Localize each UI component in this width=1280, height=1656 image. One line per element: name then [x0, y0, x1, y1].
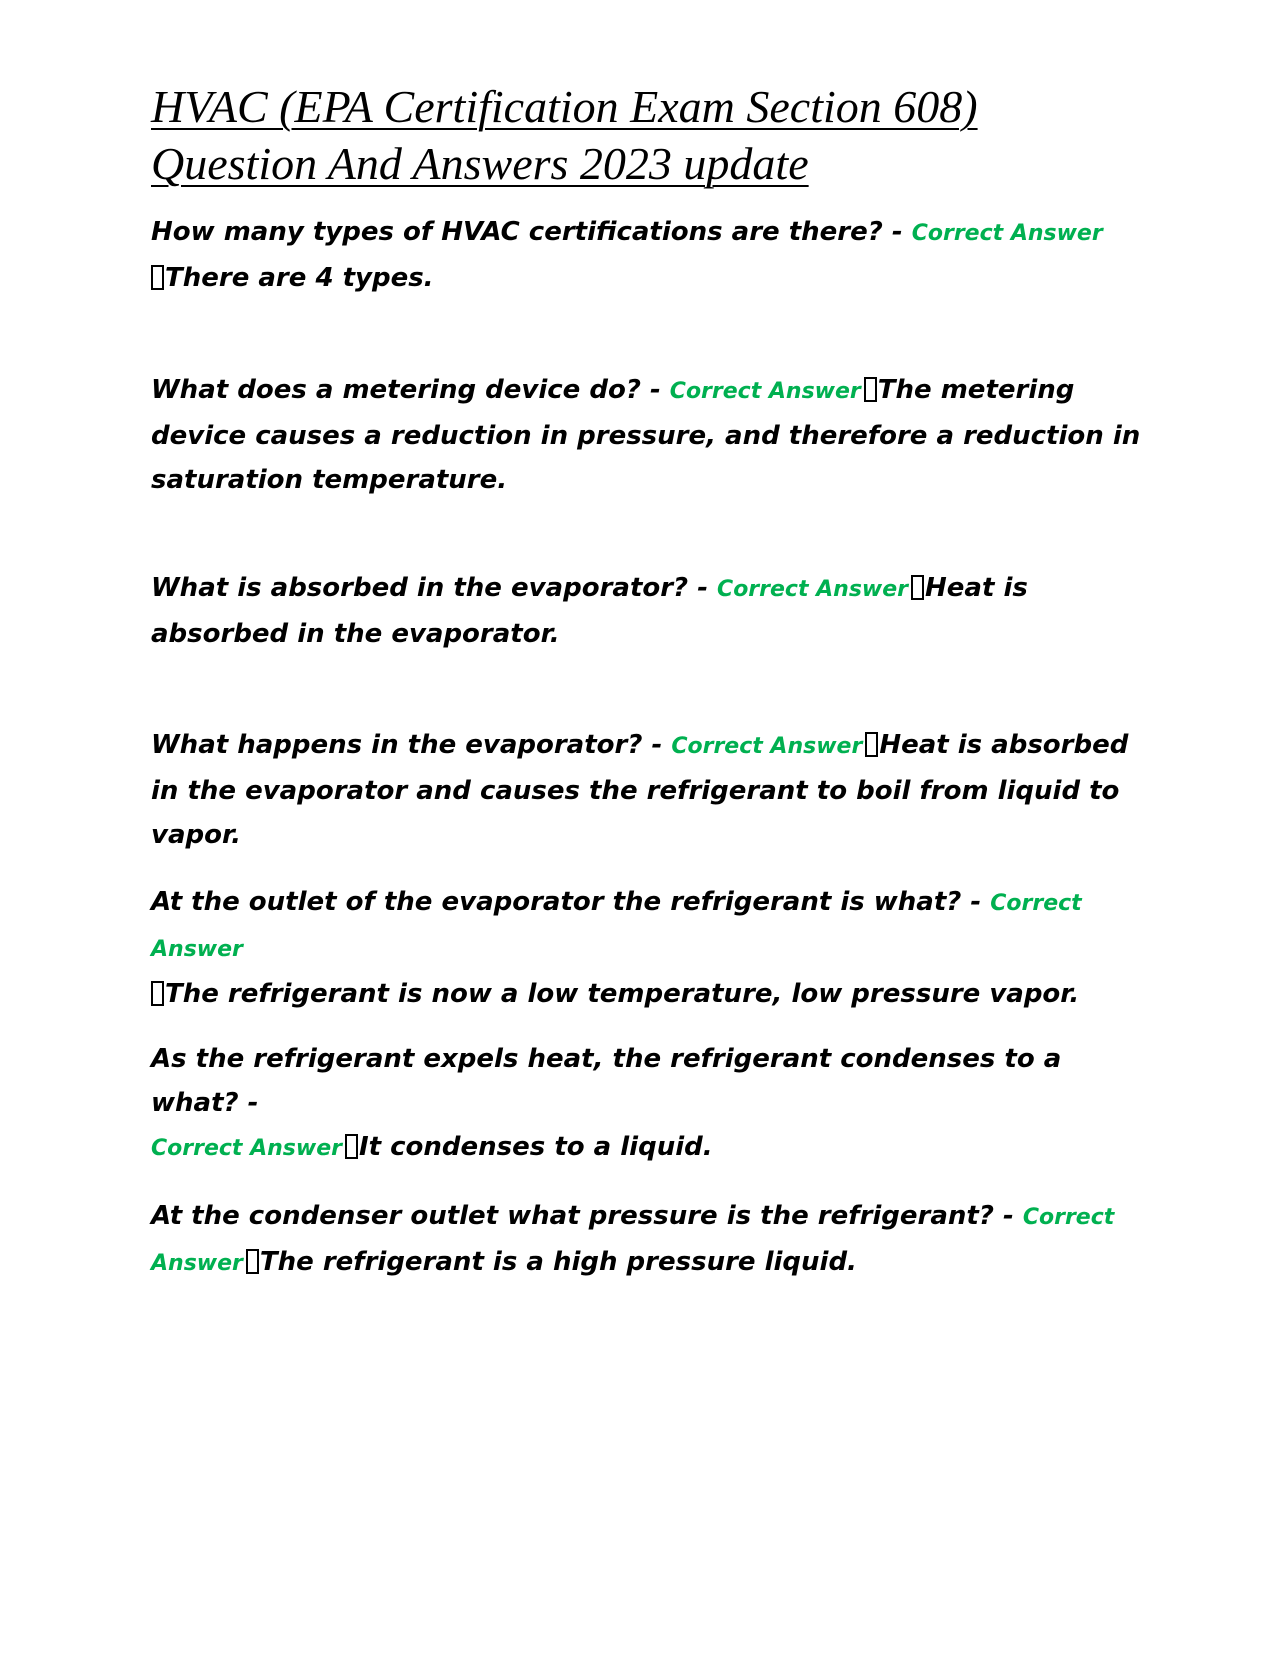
title-line-1: HVAC (EPA Certification Exam Section 608): [151, 81, 978, 132]
answer-text: Heat is absorbed in the evaporator and causes the refrigerant to boil from liquid to vapor.: [151, 730, 1129, 850]
question-text: How many types of HVAC certifications are there? -: [151, 217, 912, 247]
missing-glyph-icon: [246, 1249, 259, 1274]
answer-text: Heat is absorbed in the evaporator.: [151, 573, 1028, 649]
title-line-2: Question And Answers 2023 update: [151, 138, 809, 189]
question-text: What does a metering device do? -: [151, 375, 670, 405]
correct-answer-label: Correct Answer: [151, 891, 1082, 962]
answer-text: The metering device causes a reduction in pressure, and therefore a reduction in saturation temperature.: [151, 375, 1141, 495]
correct-answer-label: Correct Answer: [911, 221, 1103, 246]
missing-glyph-icon: [151, 981, 164, 1006]
missing-glyph-icon: [151, 265, 164, 290]
qa-item: [151, 880, 1141, 1016]
missing-glyph-icon: [911, 575, 924, 600]
missing-glyph-icon: [864, 377, 877, 402]
question-text: What is absorbed in the evaporator? -: [151, 573, 718, 603]
question-text: At the condenser outlet what pressure is the refrigerant? -: [151, 1201, 1023, 1231]
correct-answer-label: Correct Answer: [151, 1136, 342, 1161]
answer-text: The refrigerant is a high pressure liquid.: [259, 1247, 857, 1277]
qa-item: [151, 210, 1141, 300]
qa-item: [151, 368, 1141, 502]
missing-glyph-icon: [345, 1134, 358, 1159]
correct-answer-label: Correct Answer: [717, 577, 909, 602]
question-text: At the outlet of the evaporator the refrigerant is what? -: [151, 887, 991, 917]
correct-answer-label: Correct Answer: [151, 1205, 1115, 1276]
qa-item: [151, 1194, 1141, 1286]
answer-text: It condenses to a liquid.: [358, 1132, 713, 1162]
qa-item: [151, 566, 1141, 656]
correct-answer-label: Correct Answer: [669, 379, 861, 404]
qa-item: [151, 723, 1141, 857]
qa-item: [151, 1037, 1141, 1171]
answer-text: The refrigerant is now a low temperature, low pressure vapor.: [165, 979, 1080, 1009]
missing-glyph-icon: [865, 732, 878, 757]
question-text: What happens in the evaporator? -: [151, 730, 672, 760]
document-title: [151, 78, 1151, 192]
correct-answer-label: Correct Answer: [671, 734, 863, 759]
question-text: As the refrigerant expels heat, the refrigerant condenses to a what? -: [151, 1044, 1062, 1118]
answer-text: There are 4 types.: [165, 263, 434, 293]
